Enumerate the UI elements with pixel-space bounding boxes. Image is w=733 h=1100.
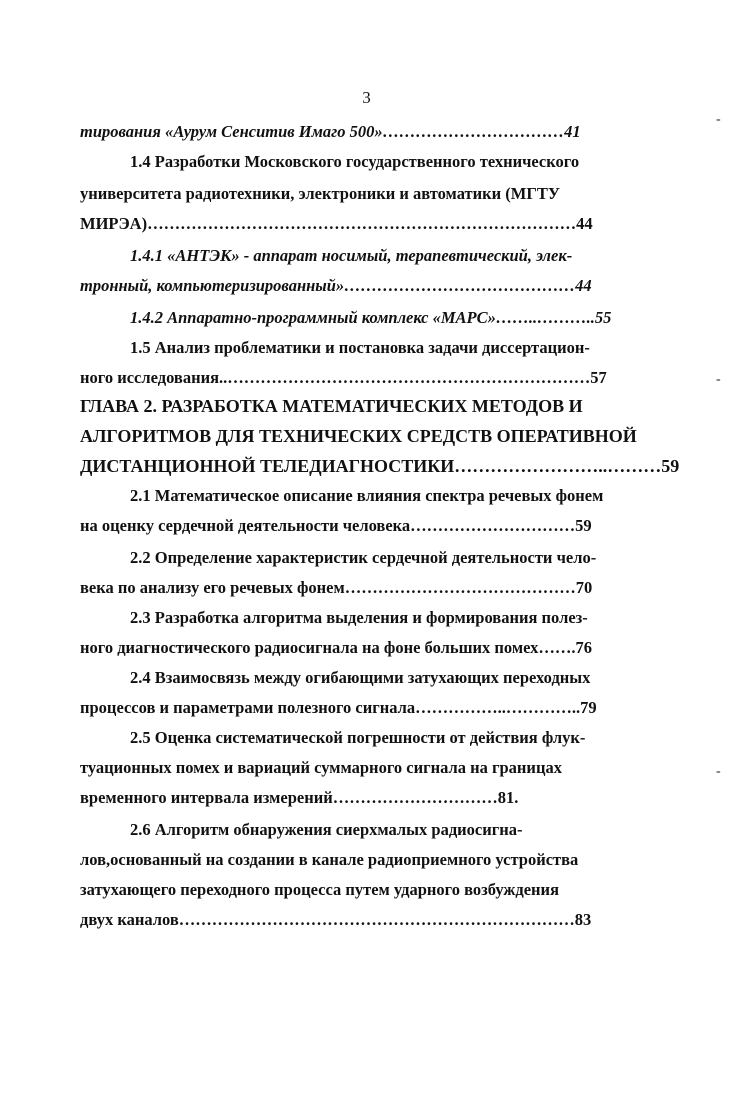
- toc-line: 1.5 Анализ проблематики и постановка задачи диссертацион-: [130, 338, 590, 357]
- toc-line: ного диагностического радиосигнала на фоне больших помех…….76: [80, 638, 592, 657]
- toc-line: университета радиотехники, электроники и автоматики (МГТУ: [80, 184, 560, 203]
- toc-line: временного интервала измерений…………………………81.: [80, 788, 519, 807]
- toc-line: лов,основанный на создании в канале радиоприемного устройства: [80, 850, 579, 869]
- toc-line: процессов и параметрами полезного сигнала……………..…………..79: [80, 698, 597, 717]
- toc-line: 2.4 Взаимосвязь между огибающими затухающих переходных: [130, 668, 591, 687]
- toc-line: века по анализу его речевых фонем……………………………………70: [80, 578, 593, 597]
- toc-line: 2.1 Математическое описание влияния спектра речевых фонем: [130, 486, 604, 505]
- scan-mark: -: [716, 372, 721, 387]
- toc-line: тронный, компьютеризированный»……………………………………44: [80, 276, 592, 295]
- toc-line: 1.4 Разработки Московского государственного технического: [130, 152, 580, 171]
- toc-line: 2.6 Алгоритм обнаружения сиерхмалых радиосигна-: [130, 820, 523, 839]
- toc-line: 2.3 Разработка алгоритма выделения и формирования полез-: [130, 608, 588, 627]
- scan-mark: -: [716, 764, 721, 779]
- toc-line: 1.4.1 «АНТЭК» - аппарат носимый, терапевтический, элек-: [130, 246, 573, 265]
- toc-line: на оценку сердечной деятельности человека…………………………59: [80, 516, 592, 535]
- page-number: 3: [362, 88, 371, 107]
- toc-line: затухающего переходного процесса путем ударного возбуждения: [80, 880, 559, 899]
- toc-line: ного исследования..…………………………………………………………57: [80, 368, 607, 387]
- chapter-heading-line: АЛГОРИТМОВ ДЛЯ ТЕХНИЧЕСКИХ СРЕДСТВ ОПЕРАТИВНОЙ: [80, 426, 637, 446]
- chapter-heading-line: ГЛАВА 2. РАЗРАБОТКА МАТЕМАТИЧЕСКИХ МЕТОДОВ И: [80, 396, 583, 416]
- toc-line: туационных помех и вариаций суммарного сигнала на границах: [80, 758, 562, 777]
- toc-line: 2.5 Оценка систематической погрешности от действия флук-: [130, 728, 586, 747]
- chapter-heading-line: ДИСТАНЦИОННОЙ ТЕЛЕДИАГНОСТИКИ……………………..………59: [80, 456, 680, 476]
- toc-line: МИРЭА)……………………………………………………………………44: [80, 214, 593, 233]
- toc-line: 1.4.2 Аппаратно-программный комплекс «МАРС»……..………..55: [130, 308, 612, 327]
- toc-line: двух каналов………………………………………………………………83: [80, 910, 592, 929]
- toc-line: 2.2 Определение характеристик сердечной деятельности чело-: [130, 548, 597, 567]
- toc-line: тирования «Аурум Сенситив Имаго 500»……………………………41: [80, 122, 581, 141]
- scan-mark: -: [716, 112, 721, 127]
